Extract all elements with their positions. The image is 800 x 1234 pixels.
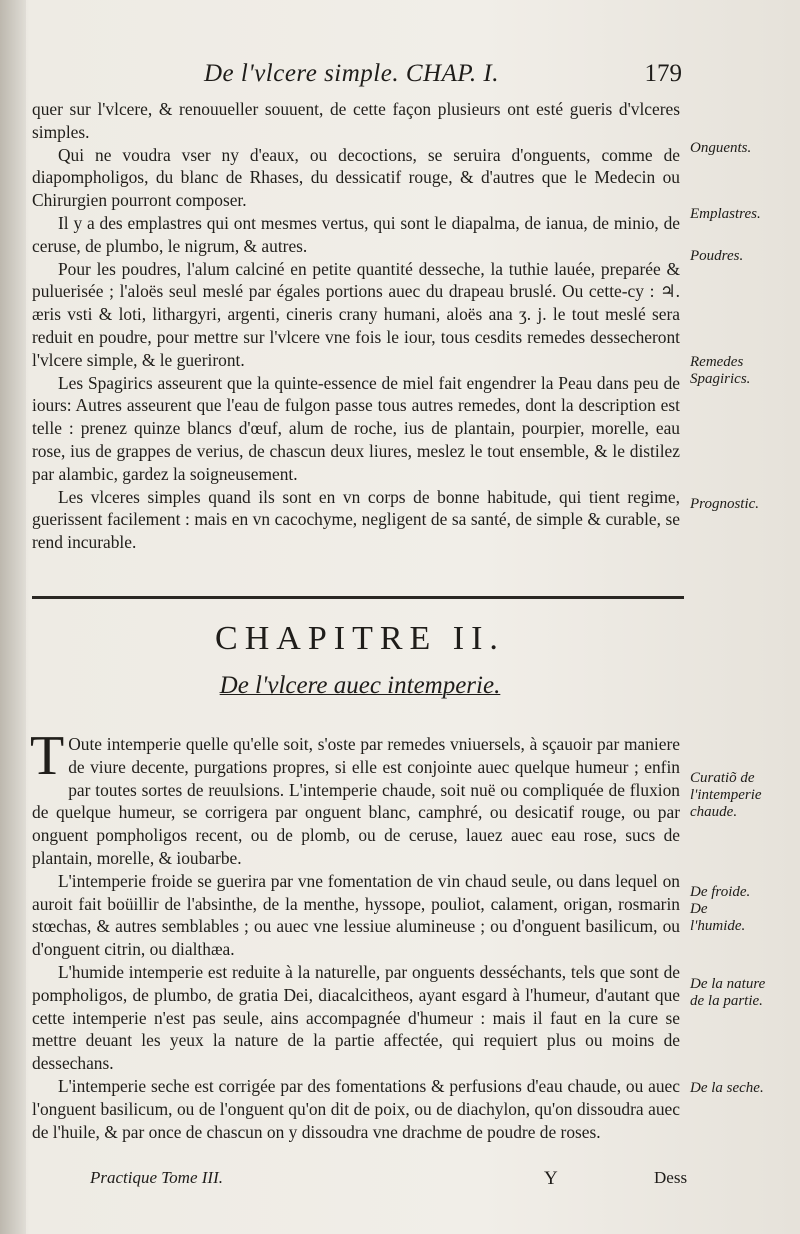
running-head-title: De l'vlcere simple. CHAP. I. [204,60,499,87]
paragraph: L'intemperie froide se guerira par vne fomentation de vin chaud seule, ou dans lequel on auroit fait boüillir de l'absinthe, de la menthe, hyssope, pouliot, calament, origan, rosmarin stœchas, & autres semblables ; ou auec vne lessiue alumineuse ; ou d'onguent basilicum, ou d'onguent citrin, ou dialthæa. [32,870,680,960]
paragraph: Les vlceres simples quand ils sont en vn corps de bonne habitude, qui tient regime, guerissent facilement : mais en vn cacochyme, negligent de sa santé, de simple & curable, se rend incurable. [32,486,680,553]
footer-volume: Practique Tome III. [90,1168,223,1187]
paragraph: Il y a des emplastres qui ont mesmes vertus, qui sont le diapalma, de ianua, de minio, de ceruse, de plumbo, le nigrum, & autres. [32,212,680,256]
margin-note: Poudres. [690,248,744,264]
margin-note: Remedes Spagirics. [690,354,751,387]
section-2-text [30,725,680,1143]
signature-mark: Y [544,1168,558,1189]
margin-note: De froide. De l'humide. [690,884,751,934]
paragraph: L'humide intemperie est reduite à la naturelle, par onguents desséchants, tels que sont de pompholigos, de plumbo, de gratia Dei, diacalcitheos, ayant esgard à l'humeur, d'autant que cette intemperie n'est pas seule, ains accompagnée d'humeur : mais il faut en la cure se mettre deuant les yeux la nature de la partie affectée, qui requiert plus ou moins de dessechans. [32,961,680,1074]
margin-note: Emplastres. [690,206,761,222]
margin-note: De la seche. [690,1080,764,1096]
drop-cap: T [30,725,65,787]
page-footer [32,1168,692,1192]
catchword: Dess [654,1168,688,1187]
paragraph: Les Spagirics asseurent que la quinte-essence de miel fait engendrer la Peau dans peu de iours: Autres asseurent que l'eau de fulgon passe tous autres remedes, dont la description est telle : prenez quinze blancs d'œuf, alum de roche, ius de plantain, pourpier, morelle, eau rose, ius de grappes de verius, de chascun deux liures, meslez le tout ensemble, & le distilez par alambic, gardez la soigneusement. [32,372,680,484]
paragraph: Qui ne voudra vser ny d'eaux, ou decoctions, se seruira d'onguents, comme de diapompholigos, du blanc de Rhases, du dessicatif rouge, & d'autres que le Medecin ou Chirurgien pourront composer. [32,144,680,211]
chapter-title: CHAPITRE II. [215,620,505,657]
paragraph: Pour les poudres, l'alum calciné en petite quantité desseche, la tuthie lauée, preparée & puluerisée ; l'aloës seul meslé par égales portions auec du drapeau bruslé. Ou cette-cy : ♃. æris vsti & loti, lithargyri, argenti, cineris crany humani, aloës ana ʒ. j. le tout meslé sera reduit en poudre, pour mettre sur l'vlcere vne fois le iour, tous cesdits remedes dessecheront l'vlcere simple, & le gueriront. [32,258,680,370]
page-binding-shadow [0,0,26,1234]
paragraph: Oute intemperie quelle qu'elle soit, s'oste par remedes vniuersels, à sçauoir par maniere de viure decente, purgations propres, si elle est conjointe auec quelque humeur ; enfin par toutes sortes de reuulsions. L'intemperie chaude, soit nuë ou compliquée de fluxion de quelque humeur, se corrigera par onguent blanc, camphré, ou desicatif rouge, ou par onguent pompholigos recent, ou de plomb, ou de ceruse, lauez auec eau rose, sucs de plantain, morelle, & ioubarbe. [32,734,680,868]
chapter-subtitle: De l'vlcere auec intemperie. [219,672,501,699]
margin-note: Prognostic. [690,496,760,512]
margin-note: Curatiõ de l'intemperie chaude. [690,770,762,820]
page-number: 179 [644,60,682,87]
margin-note: Onguents. [690,140,752,156]
paragraph: quer sur l'vlcere, & renouueller souuent, de cette façon plusieurs ont esté gueris d'vlceres simples. [32,99,680,142]
margin-note: De la nature de la partie. [690,976,766,1009]
section-1-text [32,98,680,554]
paragraph: L'intemperie seche est corrigée par des fomentations & perfusions d'eau chaude, ou auec l'onguent basilicum, ou de l'onguent qu'on dit de poix, ou de diachylon, qu'on dissoudra auec de l'huile, & par once de chascun on y dissoudra vne drachme de poudre de roses. [32,1075,680,1142]
chapter-divider-rule [32,596,684,599]
running-head [32,60,682,90]
